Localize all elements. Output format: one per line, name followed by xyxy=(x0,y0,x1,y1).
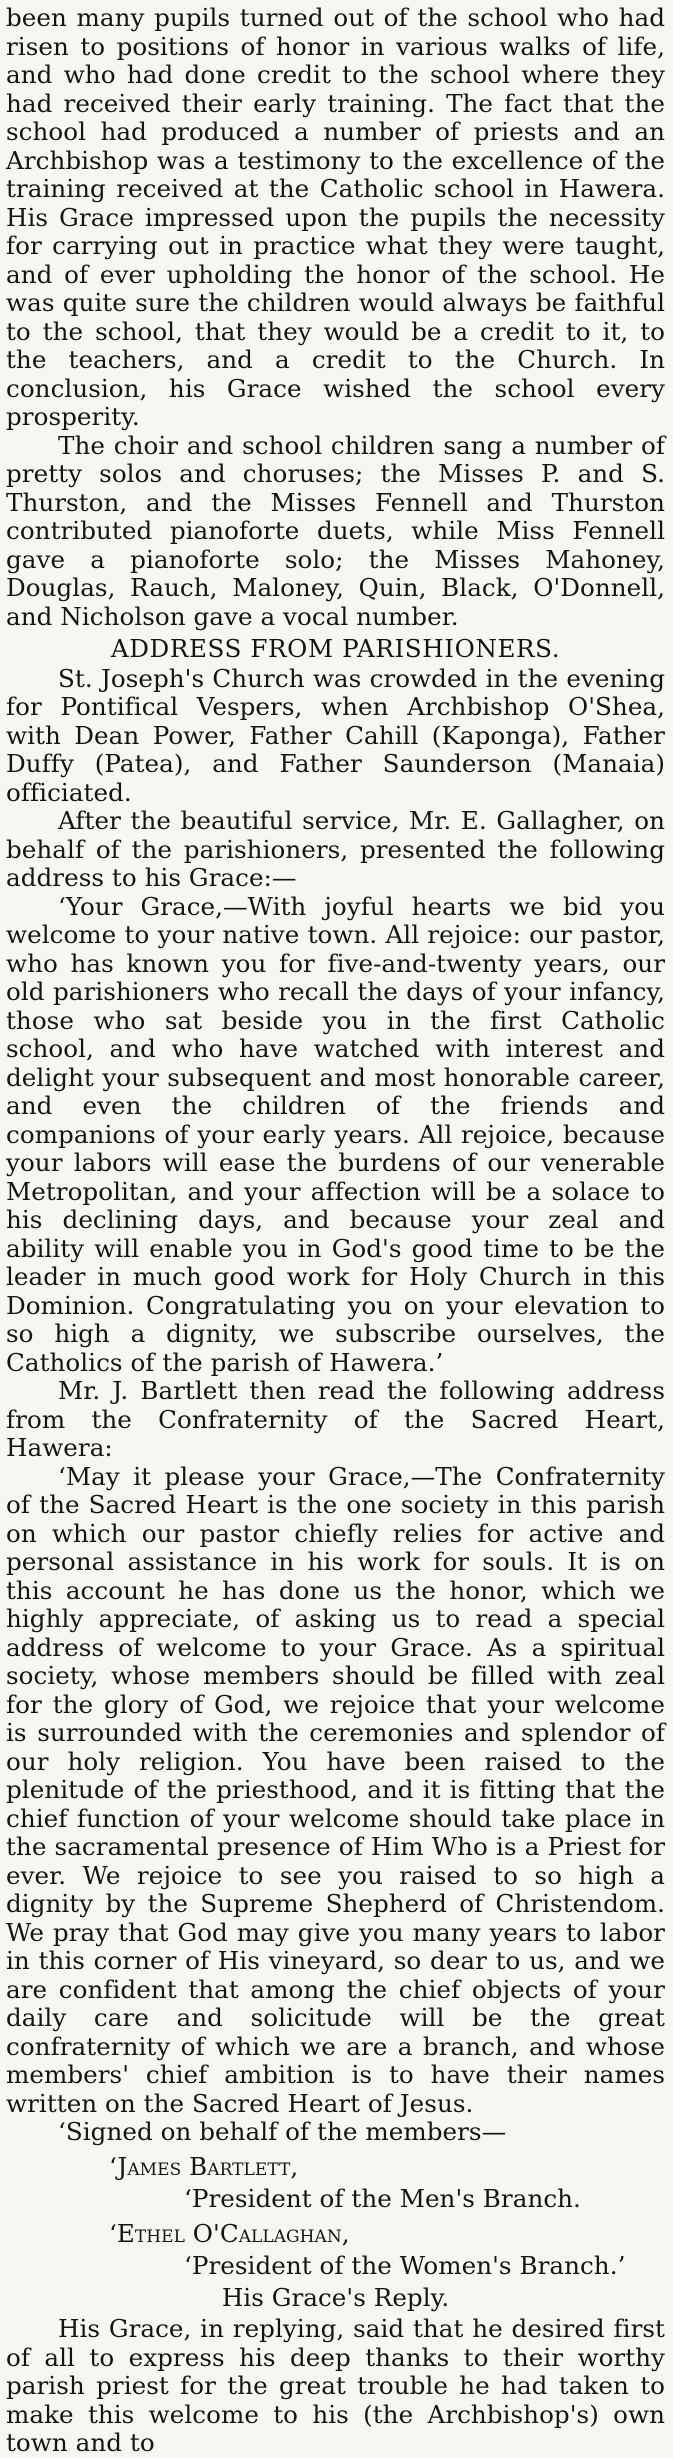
paragraph-address-one: ‘Your Grace,—With joyful hearts we bid you welcome to your native town. All rejoice: our pastor, who has known you for five-and-twenty years, our old parishioners who recall the days of your infancy, those who sat beside you in the first Catholic school, and who have watched with interest and delight your subsequent and most honorable career, and even the children of the friends and companions of your early years. All rejoice, because your labors will ease the burdens of our venerable Metropolitan, and your affection will be a solace to his declining days, and because your zeal and ability will enable you in God's good time to be the leader in much good work for Holy Church in this Dominion. Congratulating you on your elevation to so high a dignity, we subscribe ourselves, the Catholics of the parish of Hawera.’ xyxy=(6,891,665,1377)
signature-title-mens-branch: ‘President of the Men's Branch. xyxy=(184,2184,581,2213)
signature-james-bartlett: ‘James Bartlett, xyxy=(109,2151,299,2181)
paragraph-choir: The choir and school children sang a number of pretty solos and choruses; the Misses P. and S. Thurston, and the Misses Fennell and Thurston contributed pianoforte duets, while Miss Fennell gave a pianoforte solo; the Misses Mahoney, Douglas, Rauch, Maloney, Quin, Black, O'Donnell, and Nicholson gave a vocal number. xyxy=(6,430,665,631)
paragraph-gallagher: After the beautiful service, Mr. E. Gallagher, on behalf of the parishioners, presented the following address to his Grace:— xyxy=(6,806,665,892)
paragraph-church: St. Joseph's Church was crowded in the evening for Pontifical Vespers, when Archbishop O'Shea, with Dean Power, Father Cahill (Kaponga), Father Duffy (Patea), and Father Saunderson (Manaia) officiated. xyxy=(6,663,665,807)
paragraph-intro: been many pupils turned out of the school who had risen to positions of honor in various walks of life, and who had done credit to the school where they had received their early training. The fact that the school had produced a number of priests and an Archbishop was a testimony to the excellence of the training received at the Catholic school in Hawera. His Grace impressed upon the pupils the necessity for carrying out in practice what they were taught, and of ever upholding the honor of the school. He was quite sure the children would always be faithful to the school, that they would be a credit to it, to the teachers, and a credit to the Church. In conclusion, his Grace wished the school every prosperity. xyxy=(6,3,665,431)
paragraph-reply: His Grace, in replying, said that he desired first of all to express his deep thanks to their worthy parish priest for the great trouble he had taken to make this welcome to his (the Archbishop's) own town and to xyxy=(6,2314,665,2457)
paragraph-address-two: ‘May it please your Grace,—The Confraternity of the Sacred Heart is the one society in this parish on which our pastor chiefly relies for active and personal assistance in his work for souls. It is on this account he has done us the honor, which we highly appreciate, of asking us to read a special address of welcome to your Grace. As a spiritual society, whose members should be filled with zeal for the glory of God, we rejoice that your welcome is surrounded with the ceremonies and splendor of our holy religion. You have been raised to the plenitude of the priesthood, and it is fitting that the chief function of your welcome should take place in the sacramental presence of Him Who is a Priest for ever. We rejoice to see you raised to so high a dignity by the Supreme Shepherd of Christendom. We pray that God may give you many years to labor in this corner of His vineyard, so dear to us, and we are confident that among the chief objects of your daily care and solicitude will be the great confraternity of which we are a branch, and whose members' chief ambition is to have their names written on the Sacred Heart of Jesus. xyxy=(6,1461,665,2118)
signed-intro: ‘Signed on behalf of the members— xyxy=(58,2117,507,2146)
heading-address-from-parishioners: ADDRESS FROM PARISHIONERS. xyxy=(110,634,561,663)
signature-title-womens-branch: ‘President of the Women's Branch.’ xyxy=(184,2251,626,2280)
heading-his-graces-reply: His Grace's Reply. xyxy=(221,2282,450,2312)
signature-ethel-ocallaghan: ‘Ethel O'Callaghan, xyxy=(109,2218,350,2248)
paragraph-bartlett: Mr. J. Bartlett then read the following address from the Confraternity of the Sacred Heart, Hawera: xyxy=(6,1376,665,1462)
